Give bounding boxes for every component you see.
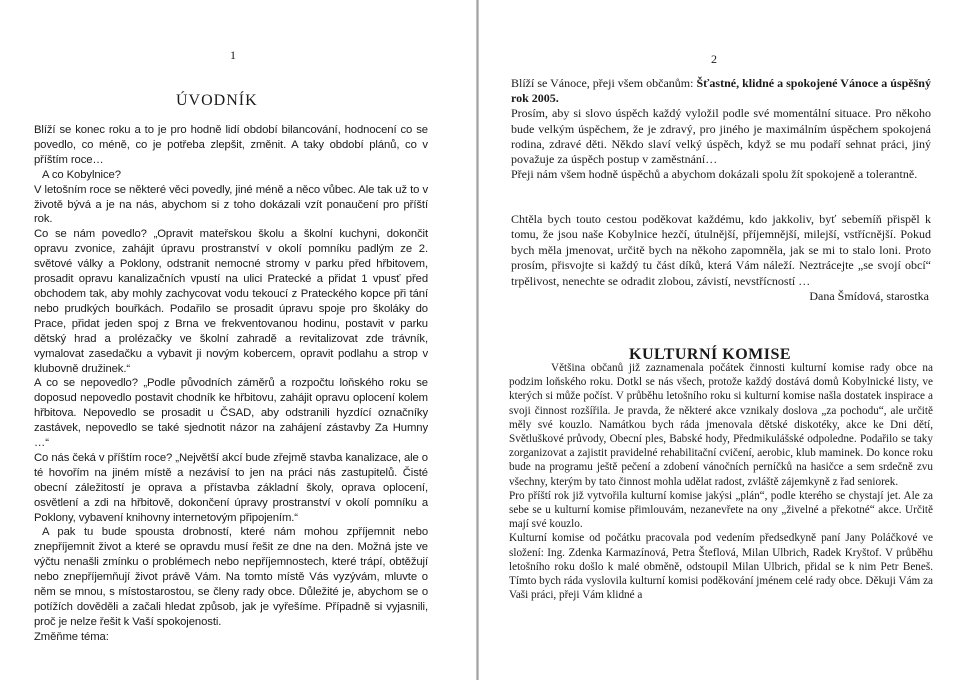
- signature: Dana Šmídová, starostka: [809, 289, 929, 304]
- paragraph: V letošním roce se některé věci povedly, jiné méně a něco vůbec. Ale tak už to v životě bývá a je na nás, abychom si z toho dokázali vzít ponaučení pro příští rok.: [34, 183, 428, 226]
- paragraph: Přeji nám všem hodně úspěchů a abychom dokázali spolu žít spokojeně a tolerantně.: [511, 167, 918, 182]
- cultural-committee-text: [509, 361, 933, 602]
- editorial-heading: ÚVODNÍK: [176, 92, 258, 109]
- editorial-text: [34, 123, 428, 645]
- page-number: 2: [711, 52, 717, 66]
- paragraph: Chtěla bych touto cestou poděkovat každému, kdo jakkoliv, byť sebemíň přispěl k tomu, že jsou naše Kobylnice hezčí, útulnější, příjemnější, milejší, vstřícnější. Pokud bych měla jmenovat, určitě bych na někoho zapomněla, jak se mi to stalo loni. Proto prosím, přisvojte si každý tu část díků, která Vám náleží. Neztrácejte „se svojí obcí“ trpělivost, nenechte se odradit zlobou, závistí, nevstřícností …: [511, 212, 931, 288]
- greeting-text: [511, 76, 931, 182]
- paragraph: Co se nám povedlo? „Opravit mateřskou školu a školní kuchyni, dokončit opravu zvonice, zahájit úpravu prostranství v okolí pomníku padlým ze 2. světové války a Poklony, odstranit nemocné stromy v parku před hřbitovem, prosadit opravu kanalizačních vpustí na ulici Pratecké a přidat 1 vpusť před obchodem tak, aby mohly zachycovat vodu tekoucí z Prateckého kopce při tání nebo prudkých bouřkách. Podařilo se prosadit úpravu spoje pro školáky do Prace, přidat jeden spoj z Brna ve frekventovanou hodinu, postavit v parku dětský hrad a prolézačky ve školní zahradě a revitalizovat zde trávník, vymalovat zasedačku a vybavit ji novým kobercem, opravit podlahu a strop v klubovně družinek.“: [34, 228, 428, 375]
- greeting-lead: Blíží se Vánoce, přeji všem občanům:: [511, 76, 697, 90]
- paragraph: Co nás čeká v příštím roce? „Největší akcí bude zřejmě stavba kanalizace, ale o té hovořím na jiném místě a nezávisí to jen na práci nás zastupitelů. Čisté obecní záležitostí je oprava a přístavba základní školy, oprava oplocení, osvětlení a zdi na hřbitově, dokončení úpravy prostranství v okolí pomníku a Poklony, vybavení knihovny internetovým připojením.“: [34, 451, 428, 524]
- paragraph: A co se nepovedlo? „Podle původních záměrů a rozpočtu loňského roku se doposud nepovedlo postavit chodník ke hřbitovu, zahájit opravu oplocení kolem hřbitova. Nepovedlo se prosadit u ČSAD, aby odstranili hyzdící označníky zastávek, nepovedlo se také sjednotit názor na zahájení zástavby Za Humny …“: [34, 377, 428, 450]
- left-page: [0, 0, 476, 680]
- paragraph: Pro příští rok již vytvořila kulturní komise jakýsi „plán“, podle kterého se chystají jet. Ale za sebe se u kulturní komise přimlouvám, nezanevřete na ony „živelné a překotné“ akce. Určitě mají své kouzlo.: [509, 489, 933, 531]
- thanks-text: [511, 212, 931, 304]
- right-page: [479, 0, 960, 680]
- section-heading: KULTURNÍ KOMISE: [629, 346, 792, 363]
- paragraph: A co Kobylnice?: [42, 168, 121, 181]
- paragraph: Blíží se konec roku a to je pro hodně lidí období bilancování, hodnocení co se povedlo, co méně, co je potřeba zlepšit, změnit. A taky období plánů, co v příštím roce…: [34, 124, 428, 166]
- paragraph: Prosím, aby si slovo úspěch každý vyložil podle své momentální situace. Pro někoho bude velkým úspěchem, že je zdravý, pro jiného je maximálním úspěchem spokojená rodina, zdravé děti. Někdo slaví velký úspěch, když se mu podaří sehnat práci, jiný považuje za úspěch postup v zaměstnání…: [511, 106, 931, 167]
- paragraph: A pak tu bude spousta drobností, které nám mohou zpříjemnit nebo znepříjemnit život a které se opravdu musí řešit ze dne na den. Možná jste ve výčtu nenašli zmínku o problémech nebo nepříjemnostech, které trápí, obtěžují nebo znepříjemňují život právě Vám. Na tomto místě Vás vyzývám, mluvte o něm se mnou, s místostarostou, se členy rady obce. Důležité je, abychom se o potížích dověděli a začali hledat způsob, jak je vyřešíme. Případně si vyjasnili, proč je nelze řešit k Vaší spokojenosti.: [34, 526, 428, 628]
- greeting-wish: Šťastné, klidné a spokojené Vánoce a úspěšný rok 2005.: [511, 76, 931, 106]
- greeting-paragraph: [511, 76, 931, 106]
- paragraph: Kulturní komise od počátku pracovala pod vedením předsedkyně paní Jany Poláčkové ve složení: Ing. Zdenka Karmazínová, Petra Šteflová, Milan Ulbrich, Radek Kryštof. V průběhu letošního roku došlo k malé obměně, odstoupil Milan Ulbrich, přidal se k nim Petr Beneš. Tímto bych ráda vyslovila kulturní komisi poděkování jménem celé rady obce. Děkuji Vám za Vaši práci, přeji Vám klidné a: [509, 532, 933, 602]
- paragraph: Změňme téma:: [34, 630, 109, 643]
- page-number: 1: [230, 48, 236, 62]
- paragraph: Většina občanů již zaznamenala počátek činnosti kulturní komise rady obce na podzim loňského roku. Dotkl se nás všech, protože každý dostává domů Kobylnické listy, ve kterých si může počíst. V průběhu letošního roku si kulturní komise našla dostatek inspirace a svoji činnost rozšířila. Je pravda, že některé akce vznikaly doslova „za pochodu“, ale určitě měly své kouzlo. Namátkou bych ráda jmenovala dětské diskotéky, akce ke Dni dětí, Světluškové průvody, Obecní ples, Babské hody, Předmikulášské odpoledne. Podařilo se taky zorganizovat a zajistit pravidelné rehabilitační cvičení, aerobic, klub maminek. Do konce roku bude na programu ještě pečení a zdobení vánočních perníčků na hasičce a sem srdečně zvu všechny, kterým by tato činnost mohla udělat radost, zvláště zájemkyně z řad seniorek.: [509, 362, 933, 488]
